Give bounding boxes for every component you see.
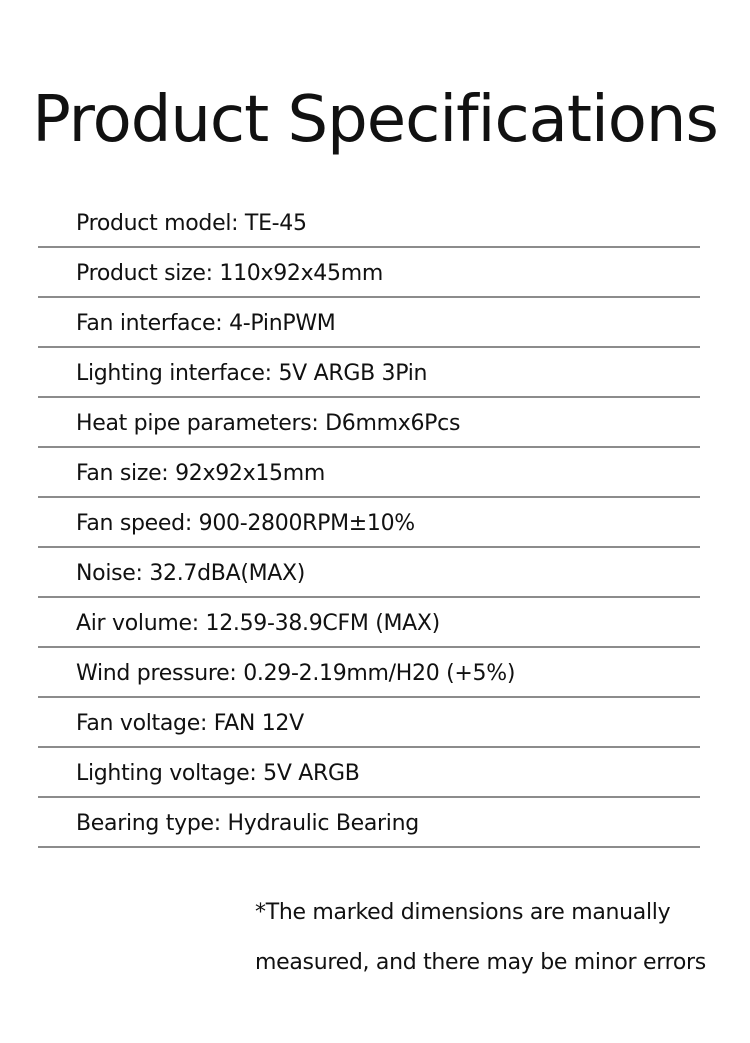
spec-row-lighting-voltage [38,748,700,798]
page-title: Product Specifications [32,83,718,157]
spec-text: Bearing type: Hydraulic Bearing [76,811,419,836]
spec-row-air-volume [38,598,700,648]
spec-text: Lighting interface: 5V ARGB 3Pin [76,361,428,386]
spec-text: Wind pressure: 0.29-2.19mm/H20 (+5%) [76,661,516,686]
spec-row-fan-voltage [38,698,700,748]
spec-row-product-model [38,198,700,248]
spec-row-noise [38,548,700,598]
spec-text: Air volume: 12.59-38.9CFM (MAX) [76,611,440,636]
spec-text: Lighting voltage: 5V ARGB [76,761,360,786]
note-line-1: *The marked dimensions are manually [255,900,671,925]
spec-text: Product size: 110x92x45mm [76,261,383,286]
spec-row-bearing-type [38,798,700,848]
spec-list [38,198,700,848]
spec-text: Fan size: 92x92x15mm [76,461,325,486]
spec-text: Fan speed: 900-2800RPM±10% [76,511,415,536]
spec-row-fan-size [38,448,700,498]
spec-text: Fan voltage: FAN 12V [76,711,304,736]
note-line-2: measured, and there may be minor errors [255,950,706,975]
spec-row-wind-pressure [38,648,700,698]
spec-text: Product model: TE-45 [76,211,307,236]
spec-row-fan-speed [38,498,700,548]
spec-row-lighting-interface [38,348,700,398]
dimensions-note [255,888,725,988]
spec-row-product-size [38,248,700,298]
spec-row-fan-interface [38,298,700,348]
spec-text: Heat pipe parameters: D6mmx6Pcs [76,411,461,436]
spec-text: Fan interface: 4-PinPWM [76,311,336,336]
spec-row-heat-pipe [38,398,700,448]
spec-text: Noise: 32.7dBA(MAX) [76,561,306,586]
